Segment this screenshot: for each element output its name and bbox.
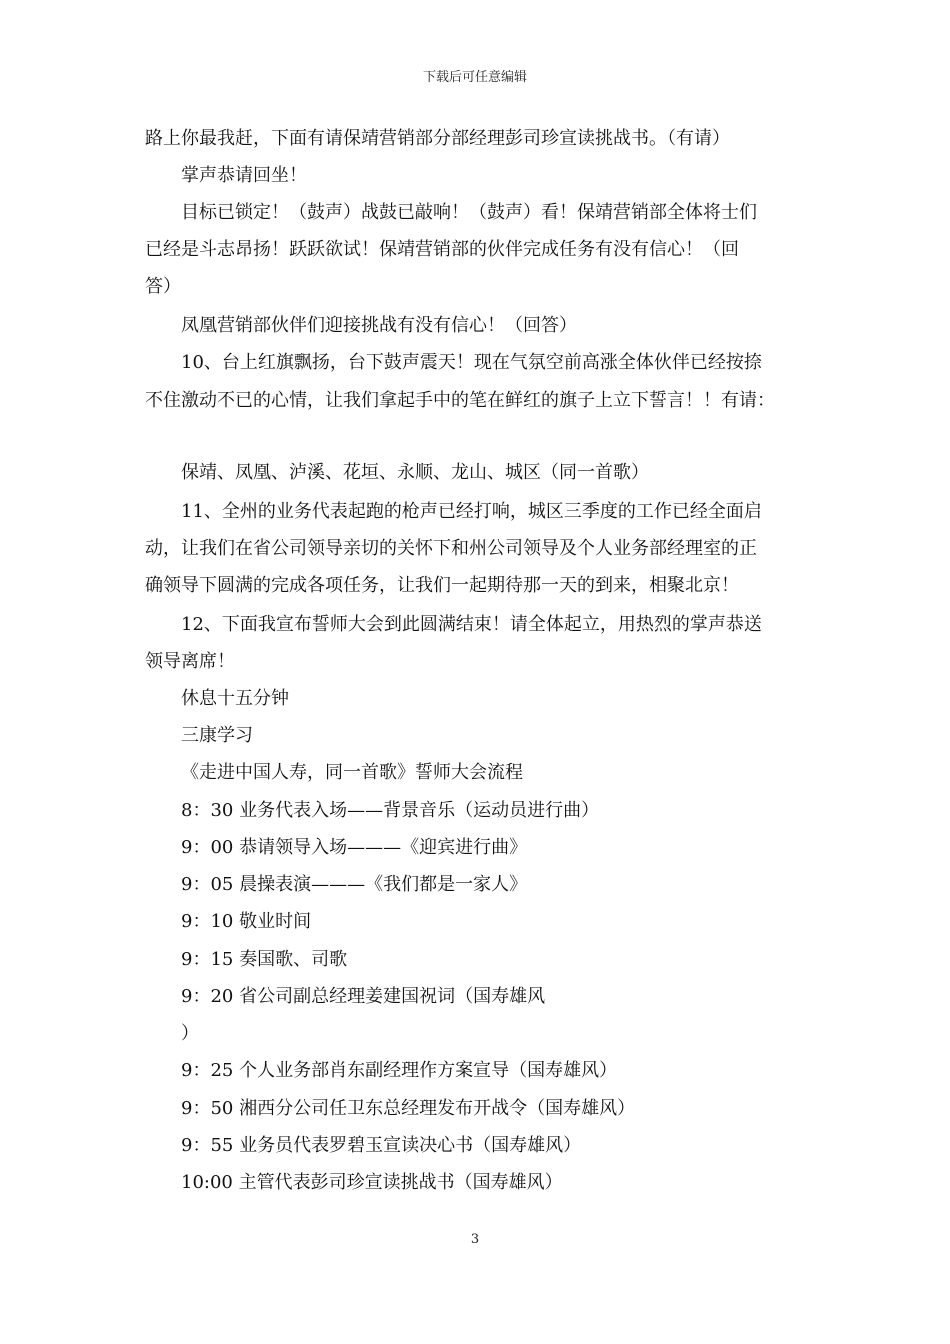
text-line: 休息十五分钟 [181,688,289,709]
text-line: 答） [145,276,181,297]
text-line: 不住激动不已的心情，让我们拿起手中的笔在鲜红的旗子上立下誓言！！有请： [145,390,775,411]
text-line: 《走进中国人寿，同一首歌》誓师大会流程 [181,762,523,783]
text-line: 11、全州的业务代表起跑的枪声已经打响，城区三季度的工作已经全面启 [181,501,762,522]
text-line: 动，让我们在省公司领导亲切的关怀下和州公司领导及个人业务部经理室的正 [145,538,757,559]
text-line: 9：10 敬业时间 [181,911,312,932]
text-line: 领导离席！ [145,651,235,672]
text-line: 9：50 湘西分公司任卫东总经理发布开战令（国寿雄风） [181,1098,636,1119]
text-line: 9：55 业务员代表罗碧玉宣读决心书（国寿雄风） [181,1135,582,1156]
text-line: 保靖、凤凰、泸溪、花垣、永顺、龙山、城区（同一首歌） [181,462,649,483]
text-line: 三康学习 [181,725,253,746]
text-line: 确领导下圆满的完成各项任务，让我们一起期待那一天的到来，相聚北京！ [145,575,739,596]
text-line: 路上你最我赶，下面有请保靖营销部分部经理彭司珍宣读挑战书。（有请） [145,128,730,149]
text-line: 已经是斗志昂扬！跃跃欲试！保靖营销部的伙伴完成任务有没有信心！（回 [145,239,739,260]
text-line: 9：00 恭请领导入场———《迎宾进行曲》 [181,837,528,858]
text-line: 10、台上红旗飘扬，台下鼓声震天！现在气氛空前高涨全体伙伴已经按捺 [181,352,762,373]
text-line: 9：05 晨操表演———《我们都是一家人》 [181,874,528,895]
text-line: 12、下面我宣布誓师大会到此圆满结束！请全体起立，用热烈的掌声恭送 [181,614,762,635]
text-line: 掌声恭请回坐！ [181,165,307,186]
text-line: 10:00 主管代表彭司珍宣读挑战书（国寿雄风） [181,1172,563,1193]
page-header: 下载后可任意编辑 [422,70,527,85]
text-line: 9：20 省公司副总经理姜建国祝词（国寿雄风 [181,986,546,1007]
text-line: 8：30 业务代表入场——背景音乐（运动员进行曲） [181,800,600,821]
page-number: 3 [470,1232,480,1247]
text-line: 9：25 个人业务部肖东副经理作方案宣导（国寿雄风） [181,1060,618,1081]
text-line: 目标已锁定！（鼓声）战鼓已敲响！（鼓声）看！保靖营销部全体将士们 [181,202,757,223]
text-line: 凤凰营销部伙伴们迎接挑战有没有信心！（回答） [181,315,577,336]
text-line: 9：15 奏国歌、司歌 [181,949,348,970]
text-line: ） [181,1023,199,1044]
